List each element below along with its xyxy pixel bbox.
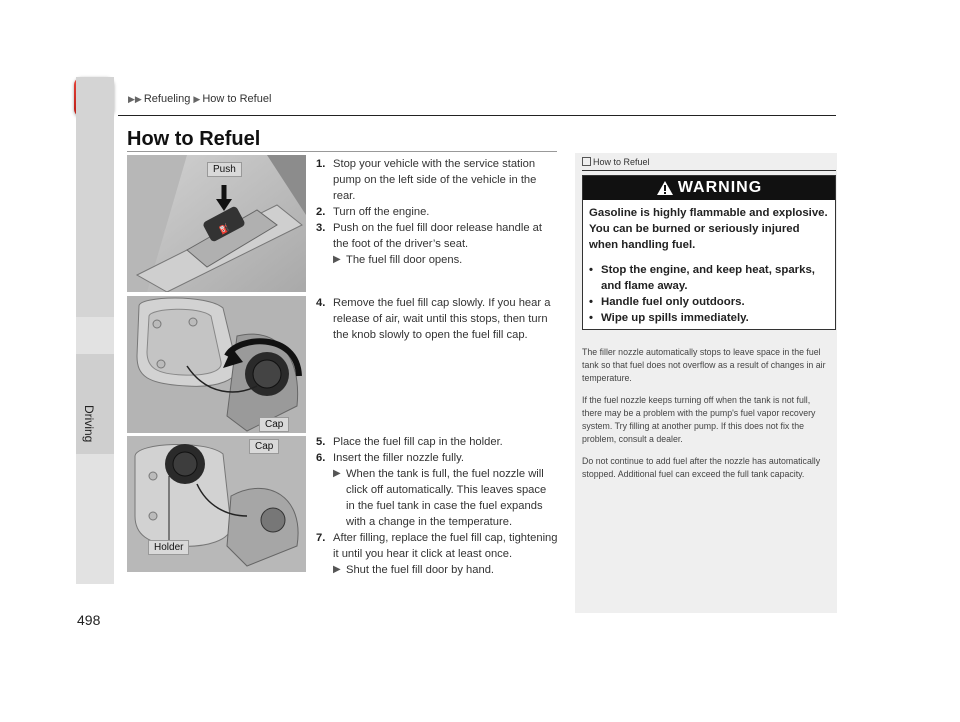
result-arrow-icon: ▶ (333, 564, 341, 575)
step-result: ▶ Shut the fuel fill door by hand. (333, 564, 495, 576)
step-item: 1. Stop your vehicle with the service station pump on the left side of the vehicle in the rear. (316, 158, 537, 202)
side-tab-lower (76, 454, 114, 584)
svg-text:⛽: ⛽ (217, 222, 231, 236)
breadcrumb-current: How to Refuel (202, 93, 272, 105)
warning-text: Gasoline is highly flammable and explosive. You can be burned or seriously injured when handling fuel. • Stop the engine, and keep heat, sparks, and flame away. • Handle fuel only outdoors. • Wipe up spills immediately. (583, 200, 835, 326)
warning-list-item: • Wipe up spills immediately. (589, 310, 829, 326)
steps-block-2 (318, 295, 558, 343)
steps-block-1 (318, 156, 558, 268)
side-tab-upper (76, 77, 114, 317)
note-heading: How to Refuel (582, 157, 650, 167)
cap-callout-1: Cap (259, 417, 289, 432)
step-result: ▶ The fuel fill door opens. (333, 254, 463, 266)
step-item: 5. Place the fuel fill cap in the holder. (316, 436, 503, 448)
note-heading-rule (582, 170, 836, 171)
breadcrumb (128, 93, 271, 105)
side-tab-spacer (76, 317, 114, 354)
step-item: 4. Remove the fuel fill cap slowly. If you hear a release of air, wait until this stops, then turn the knob slowly to open the fuel fill cap. (316, 297, 551, 341)
page-number: 498 (77, 612, 101, 628)
holder-callout: Holder (148, 540, 189, 555)
warning-list (589, 262, 829, 326)
steps-block-3 (318, 434, 558, 578)
page-title: How to Refuel (127, 128, 261, 150)
warning-title: WARNING (677, 179, 763, 196)
note-body (582, 346, 832, 490)
warning-box (582, 175, 836, 330)
fuel-cap-removal-illustration (127, 296, 306, 433)
step-result: ▶ When the tank is full, the fuel nozzle will click off automatically. This leaves space in the fuel tank in case the fuel expands with a change in the temperature. (333, 468, 547, 528)
warning-list-item: • Stop the engine, and keep heat, sparks, and flame away. (589, 262, 829, 294)
result-arrow-icon: ▶ (333, 468, 341, 479)
warning-list-item: • Handle fuel only outdoors. (589, 294, 829, 310)
header-rule (118, 115, 836, 116)
breadcrumb-link-refueling[interactable]: Refueling (143, 93, 191, 105)
push-callout: Push (207, 162, 242, 177)
result-arrow-icon: ▶ (333, 254, 341, 265)
warning-triangle-icon (656, 180, 674, 196)
breadcrumb-arrow-icon: ▶ (193, 94, 201, 104)
note-paragraph: If the fuel nozzle keeps turning off when the tank is not full, there may be a problem with the pump's fuel vapor recovery system. Try filling at another pump. If this does not fix the problem, consult a dealer. (582, 395, 816, 444)
warning-header (583, 176, 835, 200)
note-marker-icon (582, 157, 591, 166)
step-item: 6. Insert the filler nozzle fully. (316, 452, 464, 464)
step-item: 3. Push on the fuel fill door release handle at the foot of the driver’s seat. (316, 222, 542, 250)
step-item: 2. Turn off the engine. (316, 206, 430, 218)
breadcrumb-arrow-icon: ▶▶ (128, 94, 142, 104)
side-tab-label: Driving (82, 405, 96, 443)
note-paragraph: Do not continue to add fuel after the nozzle has automatically stopped. Additional fuel can exceed the full tank capacity. (582, 456, 821, 479)
title-rule (127, 151, 557, 152)
cap-callout-2: Cap (249, 439, 279, 454)
step-item: 7. After filling, replace the fuel fill cap, tightening it until you hear it click at least once. (316, 532, 558, 560)
note-paragraph: The filler nozzle automatically stops to leave space in the fuel tank so that fuel does not overflow as a result of changes in air temperature. (582, 347, 826, 383)
